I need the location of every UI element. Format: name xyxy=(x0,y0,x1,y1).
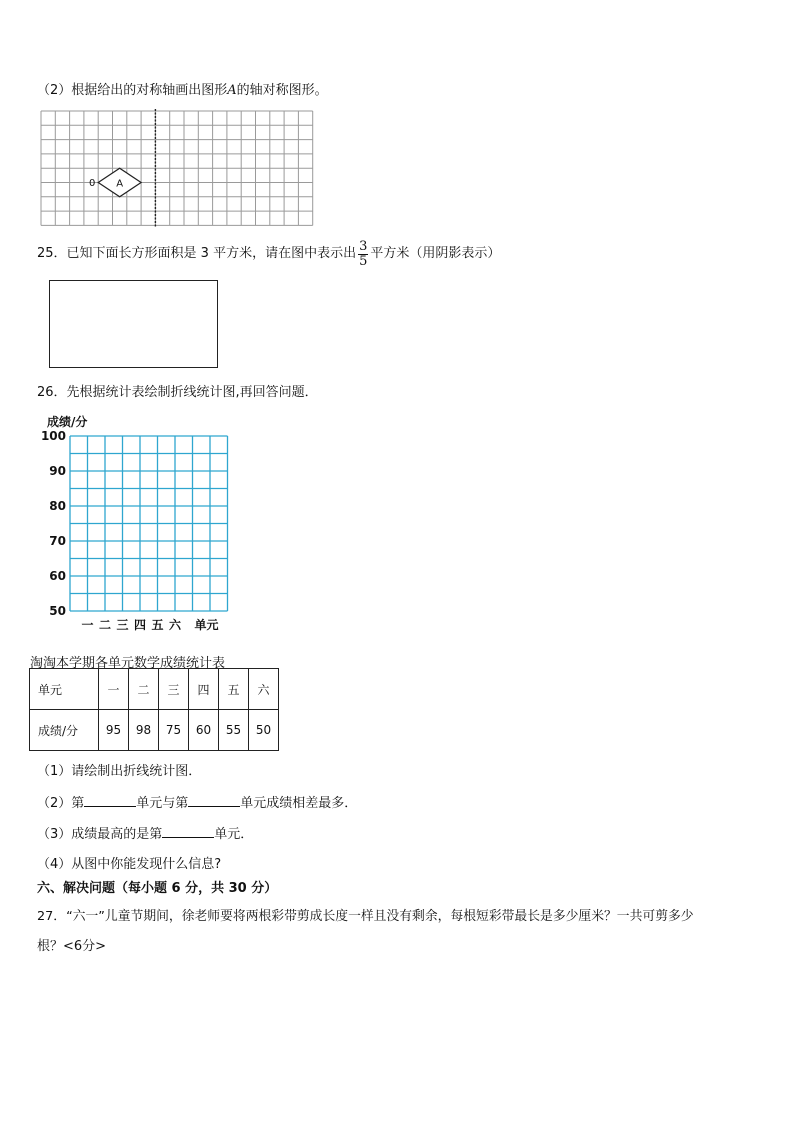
chart-y-tick: 100 xyxy=(40,429,66,443)
q24-text-after: 的轴对称图形。 xyxy=(236,83,328,98)
q26-sub2-c: 单元成绩相差最多． xyxy=(240,796,358,811)
chart-y-tick: 50 xyxy=(49,604,66,618)
table-cell-score: 75 xyxy=(159,710,189,751)
q26-sub1: （1）请绘制出折线统计图． xyxy=(37,764,202,779)
q25-text-before: 25．已知下面长方形面积是 3 平方米，请在图中表示出 xyxy=(37,246,357,261)
table-cell-score: 50 xyxy=(249,710,279,751)
table-cell-unit: 四 xyxy=(189,669,219,710)
fraction-numerator: 3 xyxy=(359,238,368,254)
q26-sub2-a: （2）第 xyxy=(37,796,85,811)
table-row-units xyxy=(30,669,279,710)
chart-x-tick: 四 xyxy=(133,618,147,632)
chart-y-label: 成绩/分 xyxy=(47,415,88,429)
area-rectangle[interactable] xyxy=(49,280,218,368)
table-cell-unit: 三 xyxy=(159,669,189,710)
table-cell-unit: 一 xyxy=(99,669,129,710)
q25-text-after: 平方米（用阴影表示） xyxy=(370,246,501,261)
grid-point-label: 0 xyxy=(89,178,96,189)
fraction-three-fifths xyxy=(358,240,368,269)
chart-x-tick: 六 xyxy=(168,618,182,632)
table-header-unit: 单元 xyxy=(30,669,99,710)
table-cell-score: 55 xyxy=(219,710,249,751)
q27-line1: 27．“六一”儿童节期间，徐老师要将两根彩带剪成长度一样且没有剩余，每根短彩带最长是多少厘米？一共可剪多少 xyxy=(37,909,694,924)
chart-y-tick: 60 xyxy=(49,569,66,583)
chart-y-tick: 80 xyxy=(49,499,66,513)
q26-intro: 26．先根据统计表绘制折线统计图,再回答问题． xyxy=(37,385,318,400)
table-cell-score: 95 xyxy=(99,710,129,751)
table-cell-unit: 二 xyxy=(129,669,159,710)
chart-x-tick: 五 xyxy=(151,618,164,632)
section6-title: 六、解决问题（每小题 6 分，共 30 分） xyxy=(37,881,278,896)
q26-sub2-b: 单元与第 xyxy=(136,796,189,811)
chart-x-unit: 单元 xyxy=(194,618,219,632)
q26-sub3-b: 单元． xyxy=(214,827,254,842)
chart-y-tick: 90 xyxy=(49,464,66,478)
table-header-score: 成绩/分 xyxy=(30,710,99,751)
q24-text-before: （2）根据给出的对称轴画出图形 xyxy=(37,83,228,98)
table-row-scores xyxy=(30,710,279,751)
table-cell-unit: 六 xyxy=(249,669,279,710)
table-cell-score: 98 xyxy=(129,710,159,751)
chart-y-tick: 70 xyxy=(49,534,66,548)
answer-blank-unit-b[interactable] xyxy=(188,794,240,807)
q24-shape-name: A xyxy=(227,83,237,98)
fraction-denominator: 5 xyxy=(359,253,368,269)
q25-text xyxy=(37,236,500,272)
chart-x-tick: 二 xyxy=(98,618,112,632)
q24-part2-text xyxy=(37,82,328,100)
q26-sub2 xyxy=(37,794,357,813)
symmetry-grid xyxy=(41,111,313,227)
answer-blank-highest[interactable] xyxy=(162,825,214,838)
chart-x-tick: 三 xyxy=(116,618,129,632)
chart-x-tick: 一 xyxy=(81,618,94,632)
score-statistics-table xyxy=(29,668,279,751)
stat-table-title: 淘淘本学期各单元数学成绩统计表 xyxy=(30,656,226,671)
answer-blank-unit-a[interactable] xyxy=(84,794,136,807)
q27-line2: 根？<6分> xyxy=(37,939,107,954)
table-cell-unit: 五 xyxy=(219,669,249,710)
score-line-chart-grid[interactable] xyxy=(30,428,230,633)
table-cell-score: 60 xyxy=(189,710,219,751)
q26-sub3-a: （3）成绩最高的是第 xyxy=(37,827,163,842)
q26-sub3 xyxy=(37,825,253,844)
q26-sub4: （4）从图中你能发现什么信息? xyxy=(37,857,222,872)
shape-a-label: A xyxy=(116,178,124,190)
